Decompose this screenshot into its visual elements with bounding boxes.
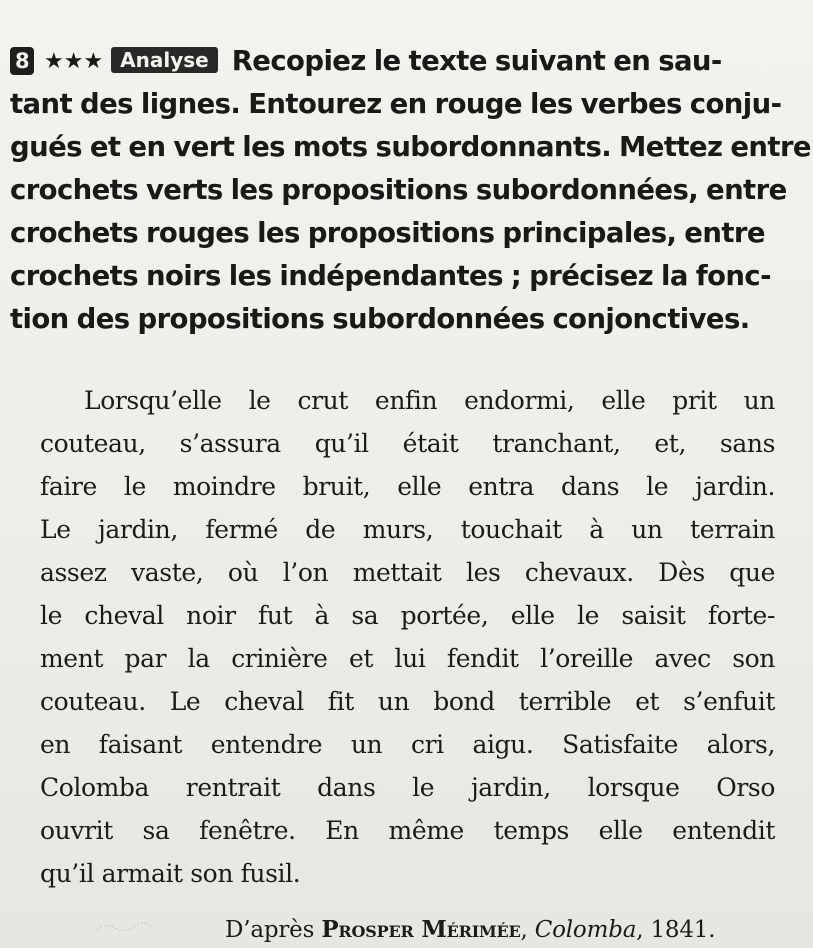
passage-line: ment par la crinière et lui fendit l’oreille avec son [40,644,775,673]
source-prefix: D’après [225,917,315,943]
passage-line: faire le moindre bruit, elle entra dans le jardin. [40,472,775,501]
passage-line: qu’il armait son fusil. [40,859,301,888]
exercise-type-badge: Analyse [111,47,218,73]
exercise-line: crochets rouges les propositions principales, entre [10,217,765,249]
source-book-title: Colomba [534,917,637,943]
difficulty-stars-icon: ★★★ [44,49,104,74]
passage-line: ouvrit sa fenêtre. En même temps elle entendit [40,816,775,845]
literary-passage [40,379,775,895]
exercise-text: Recopiez le texte suivant en sau- [231,45,722,77]
passage-line: en faisant entendre un cri aigu. Satisfaite alors, [40,730,775,759]
exercise-line: crochets verts les propositions subordonnées, entre [10,174,787,206]
passage-line: Lorsqu’elle le crut enfin endormi, elle prit un [84,386,775,415]
source-author: Prosper Mérimée [321,916,521,943]
source-year: , 1841. [636,917,716,943]
pencil-smudge-mark [95,918,155,936]
exercise-line: tant des lignes. Entourez en rouge les verbes conju- [10,88,782,120]
passage-line: assez vaste, où l’on mettait les chevaux. Dès que [40,558,775,587]
passage-line: couteau. Le cheval fit un bond terrible et s’enfuit [40,687,775,716]
exercise-line: tion des propositions subordonnées conjonctives. [10,303,750,335]
passage-line: couteau, s’assura qu’il était tranchant, et, sans [40,429,775,458]
source-credit [225,912,715,948]
exercise-line: gués et en vert les mots subordonnants. Mettez entre [10,131,811,163]
exercise-instructions [10,40,811,341]
source-separator: , [520,917,528,943]
exercise-line [10,40,800,83]
exercise-line: crochets noirs les indépendantes ; précisez la fonc- [10,260,771,292]
passage-line: le cheval noir fut à sa portée, elle le saisit forte- [40,601,775,630]
passage-line: Colomba rentrait dans le jardin, lorsque Orso [40,773,775,802]
exercise-number-badge: 8 [10,47,34,75]
passage-line: Le jardin, fermé de murs, touchait à un terrain [40,515,775,544]
